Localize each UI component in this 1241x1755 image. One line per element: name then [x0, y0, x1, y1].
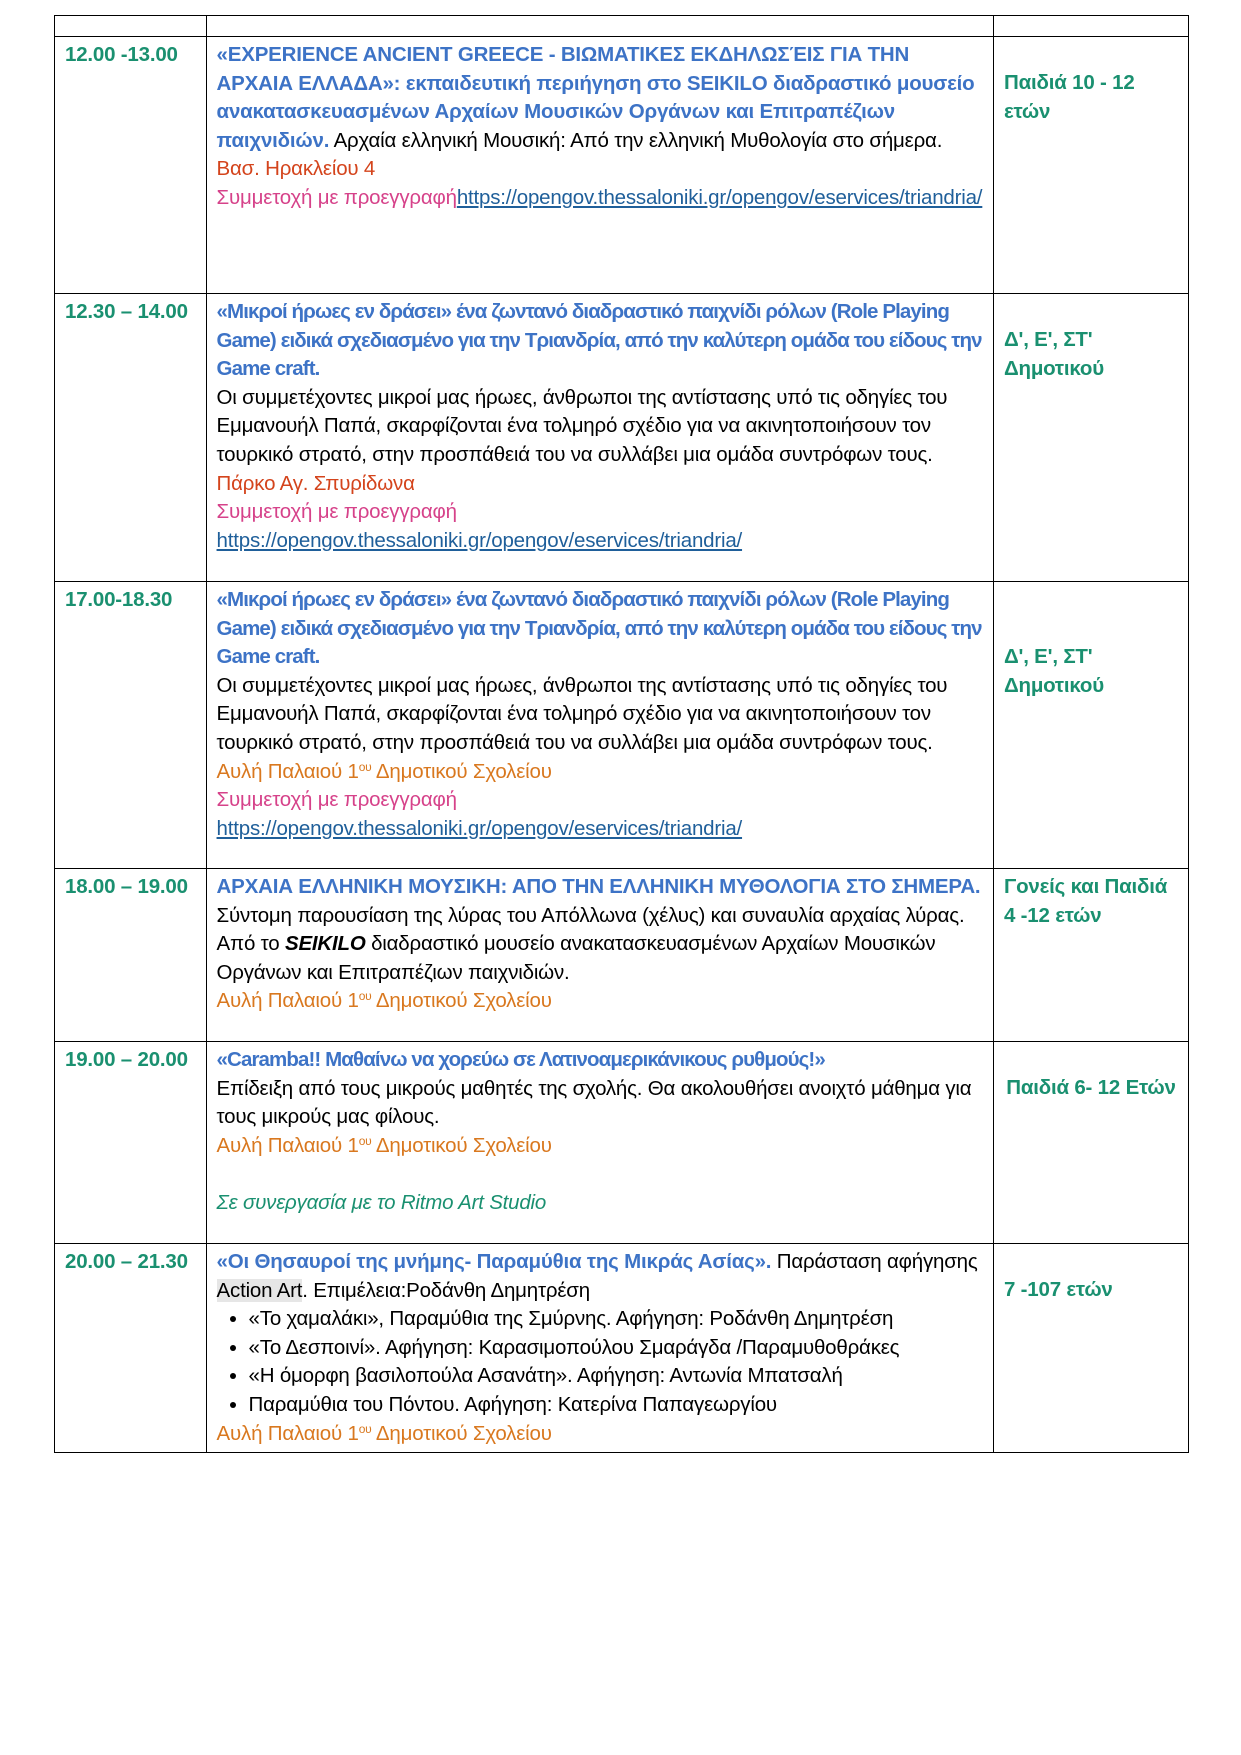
- table-row: [55, 37, 1189, 294]
- event-location: Βασ. Ηρακλείου 4: [216, 157, 376, 181]
- registration-link[interactable]: https://opengov.thessaloniki.gr/opengov/eservices/triandria/: [216, 816, 743, 840]
- time-cell: [55, 37, 207, 294]
- list-item: • «Το Δεσποινί». Αφήγηση: Καρασιμοπούλου Σμαράγδα /Παραμυθοθράκες: [249, 1334, 983, 1363]
- age-group: Παιδιά 6- 12 Ετών: [1006, 1076, 1176, 1099]
- list-item: • «Το χαμαλάκι», Παραμύθια της Σμύρνης. Αφήγηση: Ροδάνθη Δημητρέση: [249, 1305, 983, 1334]
- age-group: Γονείς και Παιδιά 4 -12 ετών: [1003, 875, 1168, 927]
- event-location: Αυλή Παλαιού $1^{o\upsilon}$ Δημοτικού Σχολείου: [216, 1421, 552, 1445]
- event-location: Αυλή Παλαιού $1^{o\upsilon}$ Δημοτικού Σχολείου: [216, 989, 552, 1013]
- event-time: 12.30 – 14.00: [65, 300, 188, 323]
- activity-cell: [206, 582, 993, 869]
- table-row: [55, 582, 1189, 869]
- registration-link[interactable]: https://opengov.thessaloniki.gr/opengov/eservices/triandria/: [456, 185, 983, 209]
- event-location: Αυλή Παλαιού $1^{o\upsilon}$ Δημοτικού Σχολείου: [216, 1133, 552, 1157]
- age-cell: [993, 294, 1188, 582]
- activity-cell: [206, 1244, 993, 1453]
- event-title: «Οι Θησαυροί της μνήμης- Παραμύθια της Μικράς Ασίας».: [216, 1250, 772, 1273]
- event-title: «Caramba!! Μαθαίνω να χορεύω σε Λατινοαμερικάνικους ρυθμούς!»: [216, 1048, 825, 1071]
- event-time: 12.00 -13.00: [65, 43, 178, 66]
- blank-cell: [993, 16, 1188, 37]
- activity-cell: [206, 37, 993, 294]
- tales-list: [217, 1305, 983, 1419]
- activity-cell: [206, 294, 993, 582]
- age-cell: [993, 1042, 1188, 1244]
- table-row: [55, 1244, 1189, 1453]
- age-cell: [993, 1244, 1188, 1453]
- event-time: 20.00 – 21.30: [65, 1250, 188, 1273]
- age-cell: [993, 37, 1188, 294]
- registration-note: Συμμετοχή με προεγγραφή: [216, 185, 457, 209]
- activity-cell: [206, 869, 993, 1042]
- event-location: Πάρκο Αγ. Σπυρίδωνα: [216, 471, 415, 495]
- registration-note: Συμμετοχή με προεγγραφή: [216, 788, 457, 812]
- event-title: ΑΡΧΑΙΑ ΕΛΛΗΝΙΚΗ ΜΟΥΣΙΚΗ: ΑΠΟ ΤΗΝ ΕΛΛΗΝΙΚΗ ΜΥΘΟΛΟΓΙΑ ΣΤΟ ΣΗΜΕΡΑ.: [216, 875, 981, 898]
- spacer: [217, 1160, 983, 1189]
- time-cell: [55, 294, 207, 582]
- age-group: Δ', Ε', ΣΤ' Δημοτικού: [1003, 328, 1104, 380]
- age-group: Δ', Ε', ΣΤ' Δημοτικού: [1003, 645, 1104, 697]
- event-title: «Μικροί ήρωες εν δράσει» ένα ζωντανό διαδραστικό παιχνίδι ρόλων (Role Playing Game) ειδικά σχεδιασμένο για την Τριανδρία, από την καλύτερη ομάδα του είδους την Game craft.: [216, 588, 982, 669]
- time-cell: [55, 869, 207, 1042]
- collaboration-note: Σε συνεργασία με το Ritmo Art Studio: [216, 1190, 547, 1214]
- list-item: • «Η όμορφη βασιλοπούλα Ασανάτη». Αφήγηση: Αντωνία Μπατσαλή: [249, 1362, 983, 1391]
- event-time: 17.00-18.30: [65, 588, 173, 611]
- table-row: [55, 294, 1189, 582]
- event-description: Παράσταση αφήγησης Action Art. Επιμέλεια:Ροδάνθη Δημητρέση: [216, 1250, 978, 1302]
- table-header-row: [55, 16, 1189, 37]
- event-description: Σύντομη παρουσίαση της λύρας του Απόλλωνα (χέλυς) και συναυλία αρχαίας λύρας. Από το SEIKILO διαδραστικό μουσείο ανακατασκευασμένων Αρχαίων Μουσικών Οργάνων και Επιτραπέζιων παιχνιδιών.: [216, 903, 965, 984]
- time-cell: [55, 1244, 207, 1453]
- event-description: Επίδειξη από τους μικρούς μαθητές της σχολής. Θα ακολουθήσει ανοιχτό μάθημα για τους μικρούς μας φίλους.: [216, 1076, 972, 1129]
- time-cell: [55, 1042, 207, 1244]
- time-cell: [55, 582, 207, 869]
- blank-cell: [206, 16, 993, 37]
- registration-note: Συμμετοχή με προεγγραφή: [216, 500, 457, 524]
- age-cell: [993, 582, 1188, 869]
- blank-cell: [55, 16, 207, 37]
- event-description: Οι συμμετέχοντες μικροί μας ήρωες, άνθρωποι της αντίστασης υπό τις οδηγίες του Εμμανουήλ Παπά, σκαρφίζονται ένα τολμηρό σχέδιο για να ακινητοποιήσουν τον τουρκικό στρατό, στην προσπάθειά του να συλλάβει μια ομάδα συντρόφων τους.: [216, 673, 948, 754]
- age-group: 7 -107 ετών: [1003, 1278, 1113, 1301]
- event-time: 19.00 – 20.00: [65, 1048, 188, 1071]
- table-row: [55, 869, 1189, 1042]
- table-row: [55, 1042, 1189, 1244]
- activity-cell: [206, 1042, 993, 1244]
- event-time: 18.00 – 19.00: [65, 875, 188, 898]
- event-description: Οι συμμετέχοντες μικροί μας ήρωες, άνθρωποι της αντίστασης υπό τις οδηγίες του Εμμανουήλ Παπά, σκαρφίζονται ένα τολμηρό σχέδιο για να ακινητοποιήσουν τον τουρκικό στρατό, στην προσπάθειά του να συλλάβει μια ομάδα συντρόφων τους.: [216, 385, 948, 466]
- event-title: «Μικροί ήρωες εν δράσει» ένα ζωντανό διαδραστικό παιχνίδι ρόλων (Role Playing Game) ειδικά σχεδιασμένο για την Τριανδρία, από την καλύτερη ομάδα του είδους την Game craft.: [216, 300, 982, 381]
- event-title: «EXPERIENCE ANCIENT GREECE - ΒΙΩΜΑΤΙΚΕΣ ΕΚΔΗΛΩΣΈΙΣ ΓΙΑ ΤΗΝ ΑΡΧΑΙΑ ΕΛΛΑΔΑ»: εκπαιδευτική περιήγηση στο SEIKILO διαδραστικό μουσείο ανακατασκευασμένων Αρχαίων Μουσικών Οργάνων και Επιτραπέζιων παιχνιδιών.: [216, 43, 975, 152]
- event-location: Αυλή Παλαιού $1^{o\upsilon}$ Δημοτικού Σχολείου: [216, 759, 552, 783]
- registration-link[interactable]: https://opengov.thessaloniki.gr/opengov/eservices/triandria/: [216, 528, 743, 552]
- schedule-table: [54, 15, 1189, 1453]
- age-group: Παιδιά 10 - 12 ετών: [1003, 71, 1135, 123]
- event-description: Αρχαία ελληνική Μουσική: Από την ελληνική Μυθολογία στο σήμερα.: [329, 128, 943, 152]
- age-cell: [993, 869, 1188, 1042]
- list-item: • Παραμύθια του Πόντου. Αφήγηση: Κατερίνα Παπαγεωργίου: [249, 1391, 983, 1420]
